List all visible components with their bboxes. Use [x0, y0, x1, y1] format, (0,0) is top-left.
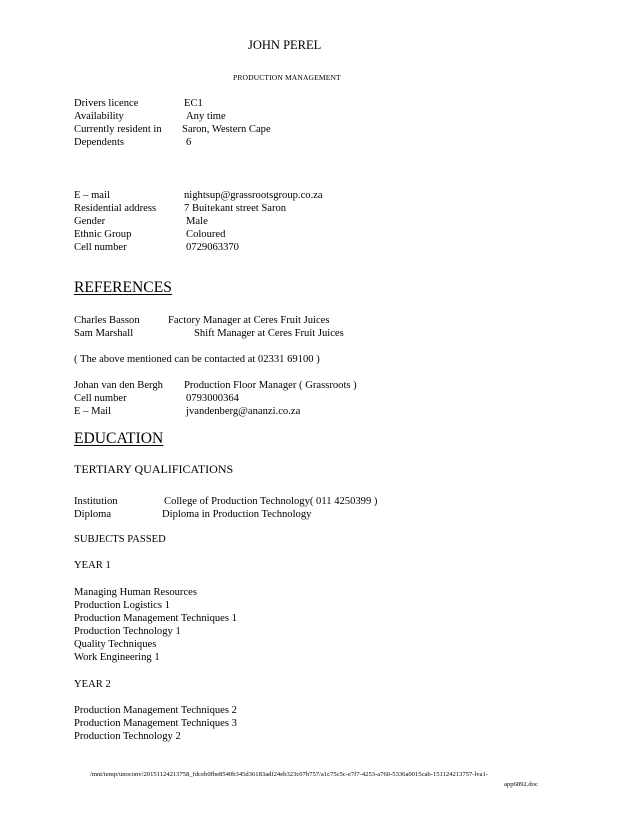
footer-file-path: /mnt/temp/unoconv/20151124213758_fdceb0fbe8540b345d36183adf24eb323c07b757/a1c75c5c-e7f7-4253-a760-5336a0015cab-151124213757-lva1-: [90, 771, 488, 778]
contact-value-ethnic-group: Coloured: [186, 229, 226, 240]
personal-label-availability: Availability: [74, 111, 124, 122]
contact-label-ethnic-group: Ethnic Group: [74, 229, 132, 240]
personal-value-availability: Any time: [186, 111, 226, 122]
year1-subject: Production Management Techniques 1: [74, 613, 237, 624]
personal-label-drivers-licence: Drivers licence: [74, 98, 139, 109]
reference-role-1: Factory Manager at Ceres Fruit Juices: [168, 315, 330, 326]
year2-subject: Production Management Techniques 3: [74, 718, 237, 729]
reference-name-3: Johan van den Bergh: [74, 380, 163, 391]
contact-value-cell: 0729063370: [186, 242, 239, 253]
personal-value-drivers-licence: EC1: [184, 98, 203, 109]
footer-file-name: app6892.doc: [504, 781, 538, 788]
contact-label-cell: Cell number: [74, 242, 127, 253]
contact-value-address: 7 Buitekant street Saron: [184, 203, 287, 214]
reference-cell-value: 0793000364: [186, 393, 239, 404]
tertiary-qualifications-heading: TERTIARY QUALIFICATIONS: [74, 462, 234, 476]
contact-value-email: nightsup@grassrootsgroup.co.za: [184, 190, 323, 201]
year1-subject: Work Engineering 1: [74, 652, 160, 663]
year2-label: YEAR 2: [74, 679, 111, 690]
diploma-label: Diploma: [74, 509, 112, 520]
institution-value: College of Production Technology( 011 4250399 ): [164, 496, 378, 507]
year1-subject: Quality Techniques: [74, 639, 157, 650]
applicant-subtitle: PRODUCTION MANAGEMENT: [233, 73, 341, 82]
year2-subject: Production Technology 2: [74, 731, 181, 742]
contact-label-gender: Gender: [74, 216, 106, 227]
subjects-passed-heading: SUBJECTS PASSED: [74, 534, 166, 545]
applicant-name: JOHN PEREL: [248, 38, 322, 52]
references-heading: REFERENCES: [74, 279, 172, 296]
year2-subject: Production Management Techniques 2: [74, 705, 237, 716]
year1-subject: Production Technology 1: [74, 626, 181, 637]
reference-name-2: Sam Marshall: [74, 328, 134, 339]
personal-label-dependents: Dependents: [74, 137, 125, 148]
contact-label-address: Residential address: [74, 203, 157, 214]
reference-cell-label: Cell number: [74, 393, 127, 404]
reference-email-label: E – Mail: [74, 406, 112, 417]
references-contact-note: ( The above mentioned can be contacted at 02331 69100 ): [74, 354, 320, 365]
contact-label-email: E – mail: [74, 190, 110, 201]
education-heading: EDUCATION: [74, 430, 164, 447]
contact-value-gender: Male: [186, 216, 208, 227]
reference-role-3: Production Floor Manager ( Grassroots ): [184, 380, 357, 391]
reference-role-2: Shift Manager at Ceres Fruit Juices: [194, 328, 344, 339]
year1-subject: Managing Human Resources: [74, 587, 197, 598]
diploma-value: Diploma in Production Technology: [162, 509, 312, 520]
personal-value-residence: Saron, Western Cape: [182, 124, 271, 135]
personal-label-residence: Currently resident in: [74, 124, 162, 135]
reference-email-value: jvandenberg@ananzi.co.za: [186, 406, 301, 417]
institution-label: Institution: [74, 496, 118, 507]
personal-value-dependents: 6: [186, 137, 192, 148]
reference-name-1: Charles Basson: [74, 315, 140, 326]
year1-label: YEAR 1: [74, 560, 111, 571]
year1-subject: Production Logistics 1: [74, 600, 170, 611]
